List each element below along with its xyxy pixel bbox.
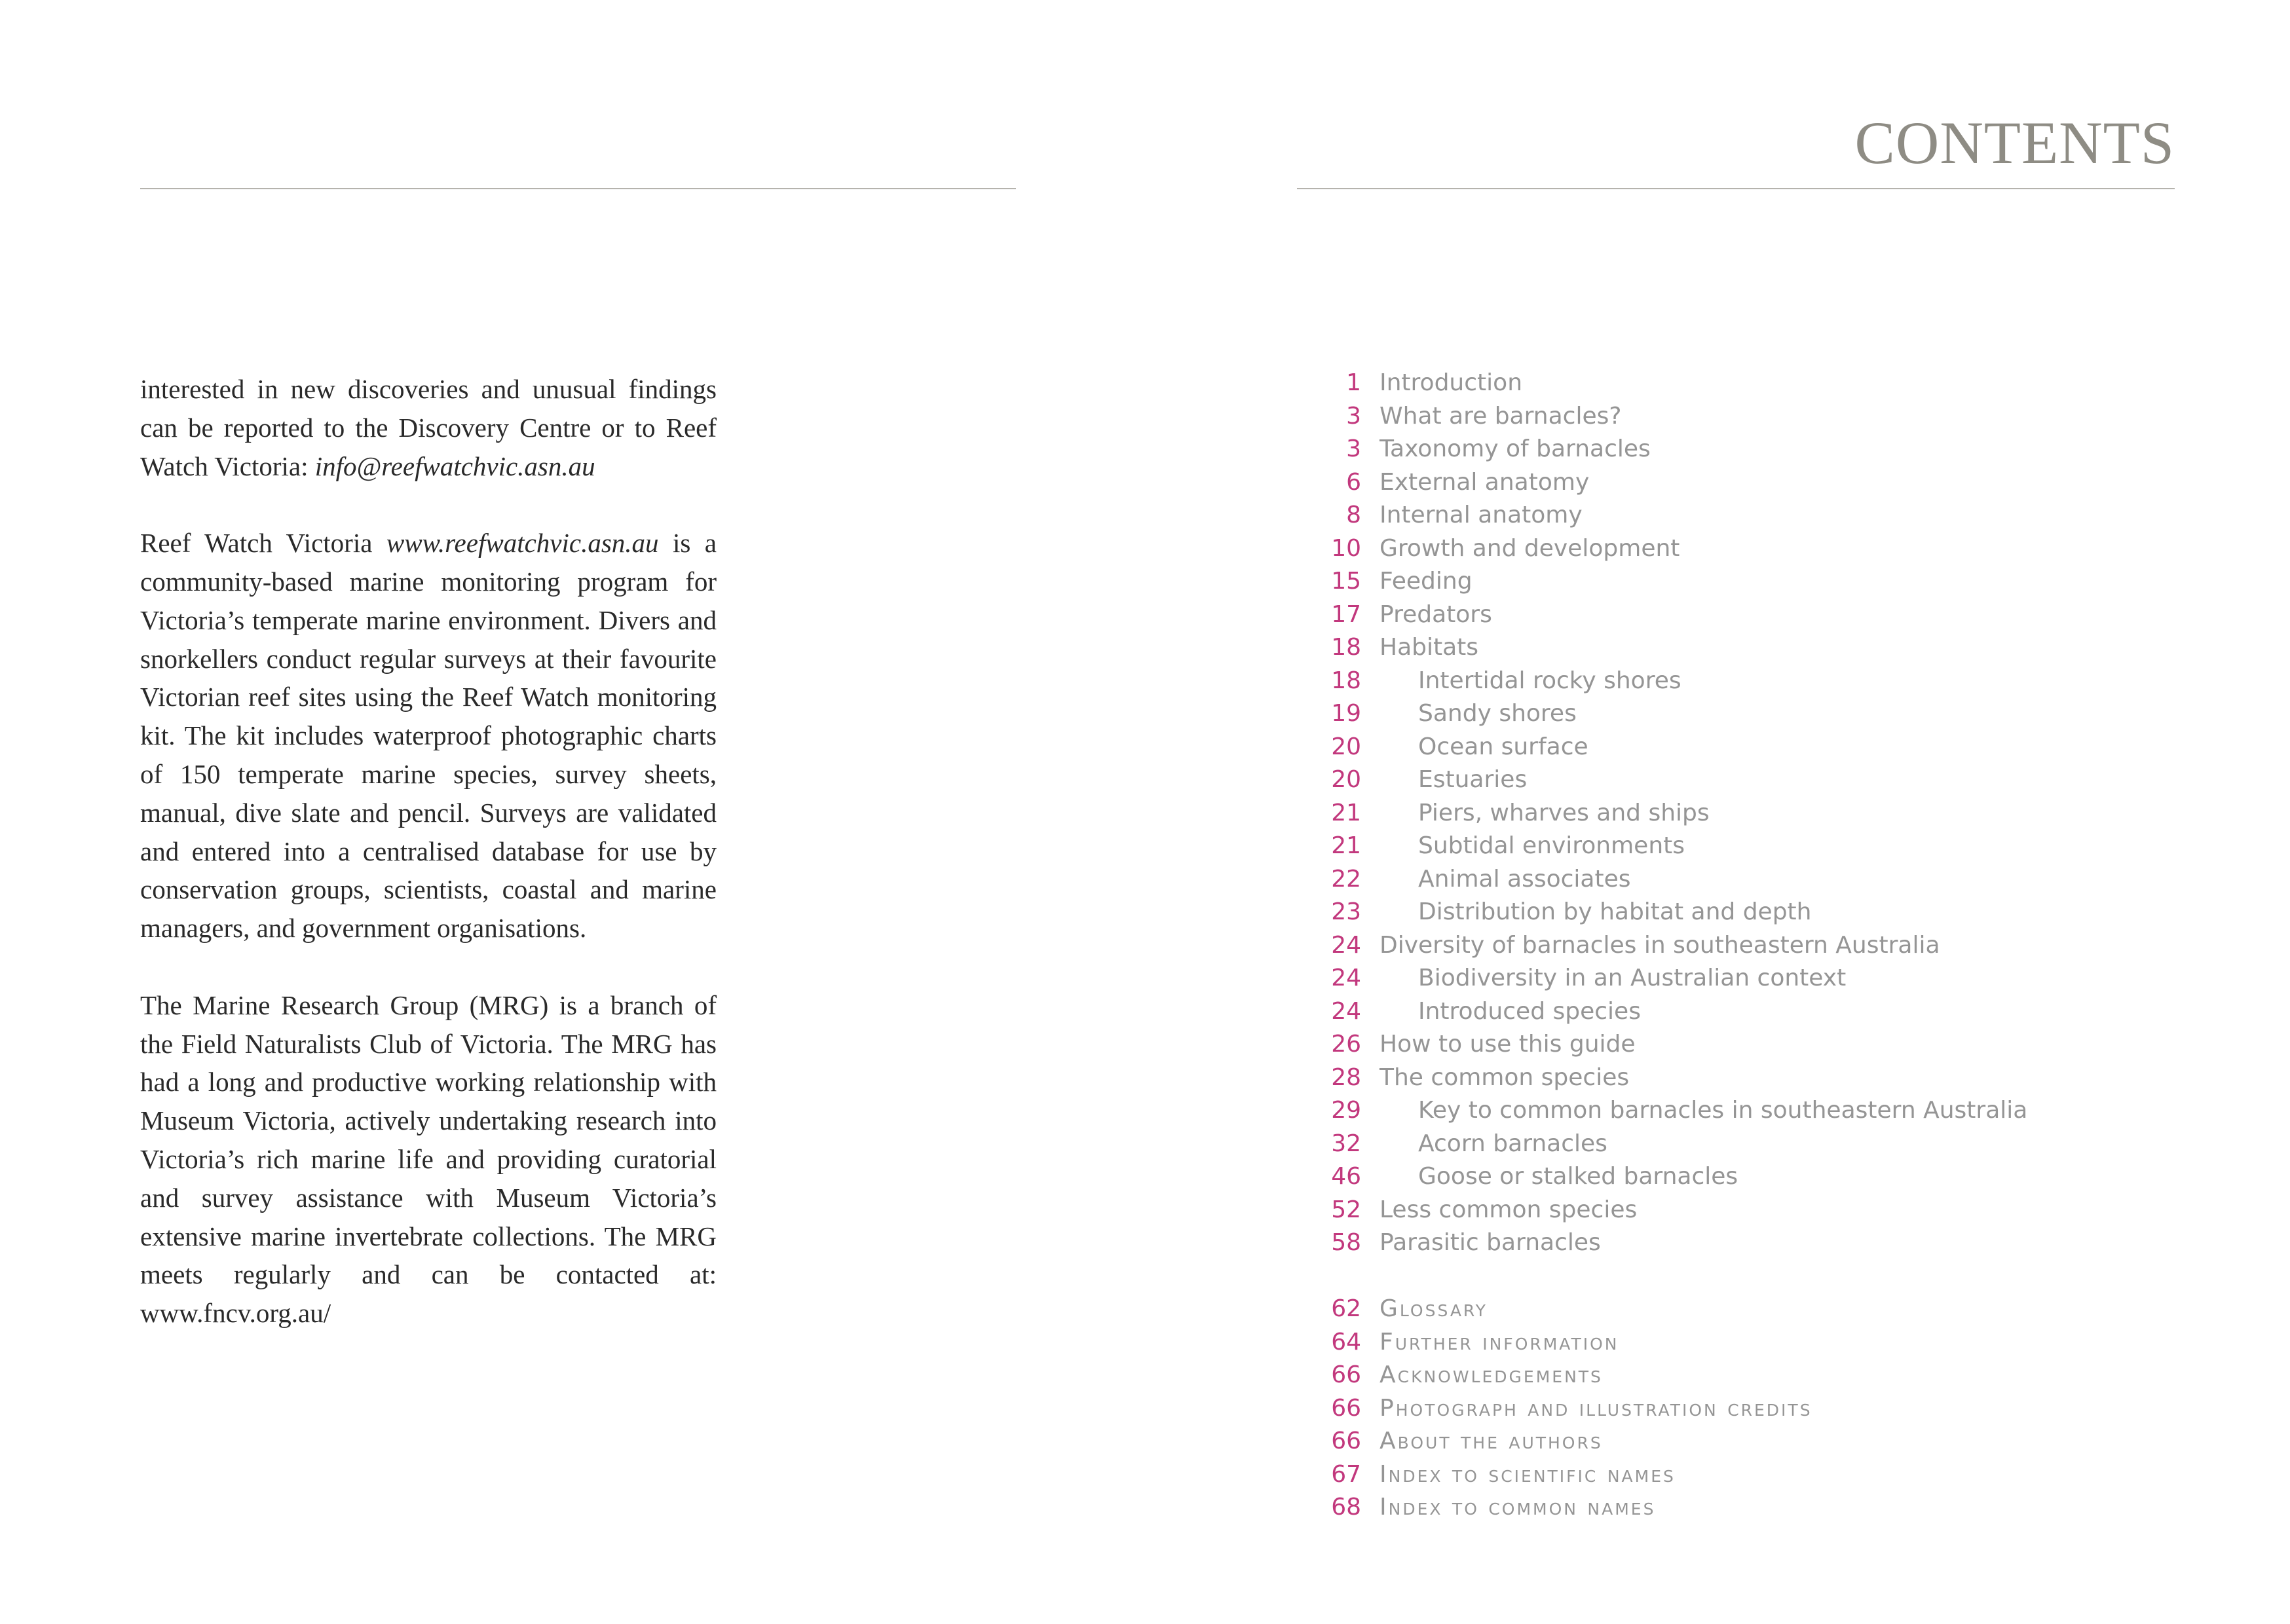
toc-page-number: 8	[1346, 502, 1361, 528]
toc-entry	[1310, 499, 2188, 532]
email-link: info@reefwatchvic.asn.au	[314, 451, 595, 481]
toc-page-number: 26	[1331, 1031, 1361, 1058]
toc-page-number: 18	[1331, 634, 1361, 661]
toc-entry	[1310, 565, 2188, 599]
toc-entry	[1310, 1094, 2188, 1128]
toc-entry-label: Sandy shores	[1418, 700, 1577, 727]
toc-entry-label: Index to scientific names	[1380, 1460, 1676, 1488]
toc-page-number: 15	[1331, 568, 1361, 595]
toc-page-number: 28	[1331, 1063, 1361, 1091]
header-rule-right	[1297, 188, 2175, 189]
toc-entry	[1310, 830, 2188, 863]
toc-page-number: 24	[1331, 997, 1361, 1025]
toc-entry	[1310, 863, 2188, 896]
toc-entry-label: About the authors	[1380, 1428, 1603, 1454]
toc-entry-label: Acorn barnacles	[1418, 1130, 1607, 1157]
toc-entry	[1310, 995, 2188, 1029]
toc-entry-label: Photograph and illustration credits	[1380, 1394, 1812, 1422]
toc-page-number: 68	[1331, 1494, 1361, 1521]
toc-entry-label: Index to common names	[1380, 1494, 1656, 1521]
toc-entry	[1310, 697, 2188, 731]
toc-page-number: 32	[1331, 1130, 1361, 1157]
toc-entry	[1310, 1359, 2188, 1392]
toc-page-number: 62	[1331, 1295, 1361, 1322]
header-rule-left	[140, 188, 1016, 189]
toc-entry-label: Further information	[1380, 1328, 1619, 1356]
toc-entry	[1310, 1392, 2188, 1426]
toc-entry-label: Key to common barnacles in southeastern Australia	[1418, 1097, 2028, 1124]
paragraph-mrg: The Marine Research Group (MRG) is a branch of the Field Naturalists Club of Victoria. The MRG has had a long and productive working relationship with Museum Victoria, actively undertaking research into Victoria’s rich marine life and providing curatorial and survey assistance with Museum Victoria’s extensive marine invertebrate collections. The MRG meets regularly and can be contacted at: www.fncv.org.au/	[140, 989, 717, 1329]
toc-entry	[1310, 1194, 2188, 1227]
right-page	[1145, 0, 2290, 1624]
paragraph-reef-watch: Reef Watch Victoria www.reefwatchvic.asn.au is a community-based marine monitoring program for Victoria’s temperate marine environment. Divers and snorkellers conduct regular surveys at their favourite Victorian reef sites using the Reef Watch monitoring kit. The kit includes waterproof photographic charts of 150 temperate marine species, survey sheets, manual, dive slate and pencil. Surveys are validated and entered into a centralised database for use by conservation groups, scientists, coastal and marine managers, and government organisations.	[140, 528, 717, 944]
toc-entry	[1310, 1425, 2188, 1458]
toc-page-number: 20	[1331, 733, 1361, 760]
toc-entry-label: Intertidal rocky shores	[1418, 667, 1681, 694]
toc-page-number: 3	[1346, 402, 1361, 430]
toc-entry-label: Taxonomy of barnacles	[1380, 435, 1651, 462]
toc-page-number: 6	[1346, 468, 1361, 496]
toc-page-number: 52	[1331, 1196, 1361, 1223]
toc-entry	[1310, 599, 2188, 632]
toc-entry	[1310, 797, 2188, 830]
toc-page-number: 19	[1331, 700, 1361, 727]
toc-entry	[1310, 367, 2188, 400]
toc-entry-label: Diversity of barnacles in southeastern Australia	[1380, 931, 1940, 959]
toc-page-number: 24	[1331, 931, 1361, 959]
toc-entry	[1310, 764, 2188, 797]
toc-page-number: 66	[1331, 1361, 1361, 1388]
toc-entry-label: Growth and development	[1380, 534, 1680, 562]
toc-entry-label: External anatomy	[1380, 468, 1590, 496]
toc-entry	[1310, 532, 2188, 566]
toc-entry-label: Estuaries	[1418, 766, 1528, 793]
toc-entry-label: Less common species	[1380, 1196, 1638, 1223]
toc-page-number: 23	[1331, 898, 1361, 925]
toc-entry-label: Piers, wharves and ships	[1418, 799, 1710, 826]
toc-entry	[1310, 1028, 2188, 1061]
toc-entry-label: Subtidal environments	[1418, 832, 1685, 859]
toc-page-number: 20	[1331, 766, 1361, 793]
toc-entry-label: Biodiversity in an Australian context	[1418, 965, 1847, 991]
toc-entry-label: Distribution by habitat and depth	[1418, 898, 1812, 925]
toc-entry-label: How to use this guide	[1380, 1031, 1636, 1058]
toc-entry	[1310, 1293, 2188, 1326]
toc-entry	[1310, 1227, 2188, 1260]
toc-entry	[1310, 433, 2188, 466]
toc-page-number: 17	[1331, 600, 1361, 628]
toc-entry-label: The common species	[1380, 1063, 1630, 1091]
toc-entry-label: Glossary	[1380, 1295, 1488, 1322]
toc-entry-label: Animal associates	[1418, 865, 1631, 893]
toc-page-number: 24	[1331, 965, 1361, 991]
toc-entry-label: Internal anatomy	[1380, 502, 1583, 528]
toc-page-number: 46	[1331, 1163, 1361, 1190]
paragraph-discoveries: interested in new discoveries and unusual findings can be reported to the Discovery Centre or to Reef Watch Victoria: info@reefwatchvic.asn.au	[140, 374, 717, 481]
toc-page-number: 66	[1331, 1394, 1361, 1422]
toc-entry	[1310, 731, 2188, 764]
toc-entry-label: Acknowledgements	[1380, 1361, 1603, 1388]
reef-watch-url: www.reefwatchvic.asn.au	[386, 528, 659, 559]
toc-page-number: 29	[1331, 1097, 1361, 1124]
toc-page-number: 66	[1331, 1428, 1361, 1454]
toc-entry	[1310, 896, 2188, 929]
toc-entry	[1310, 665, 2188, 698]
toc-entry-label: What are barnacles?	[1380, 402, 1622, 430]
table-of-contents	[1310, 367, 2188, 1524]
toc-entry-label: Goose or stalked barnacles	[1418, 1163, 1738, 1190]
toc-entry	[1310, 1160, 2188, 1194]
toc-entry	[1310, 1491, 2188, 1524]
toc-entry	[1310, 929, 2188, 963]
toc-page-number: 1	[1346, 369, 1361, 396]
toc-page-number: 21	[1331, 799, 1361, 826]
toc-entry	[1310, 631, 2188, 665]
toc-entry-label: Predators	[1380, 600, 1492, 628]
body-text	[140, 370, 717, 1333]
toc-page-number: 67	[1331, 1460, 1361, 1488]
toc-entry-label: Habitats	[1380, 634, 1479, 661]
toc-page-number: 58	[1331, 1229, 1361, 1256]
toc-entry-label: Ocean surface	[1418, 733, 1588, 760]
toc-entry	[1310, 1061, 2188, 1095]
toc-entry	[1310, 466, 2188, 500]
toc-entry	[1310, 1128, 2188, 1161]
toc-entry	[1310, 1458, 2188, 1492]
toc-entry	[1310, 400, 2188, 434]
toc-entry	[1310, 962, 2188, 995]
toc-spacer	[1310, 1260, 2188, 1293]
toc-page-number: 21	[1331, 832, 1361, 859]
toc-entry	[1310, 1326, 2188, 1359]
toc-page-number: 10	[1331, 534, 1361, 562]
toc-page-number: 3	[1346, 435, 1361, 462]
toc-entry-label: Parasitic barnacles	[1380, 1229, 1601, 1256]
toc-page-number: 18	[1331, 667, 1361, 694]
toc-entry-label: Introduced species	[1418, 997, 1641, 1025]
toc-entry-label: Feeding	[1380, 568, 1473, 595]
toc-page-number: 22	[1331, 865, 1361, 893]
contents-title: CONTENTS	[1854, 109, 2175, 176]
toc-entry-label: Introduction	[1380, 369, 1523, 396]
toc-page-number: 64	[1331, 1328, 1361, 1356]
